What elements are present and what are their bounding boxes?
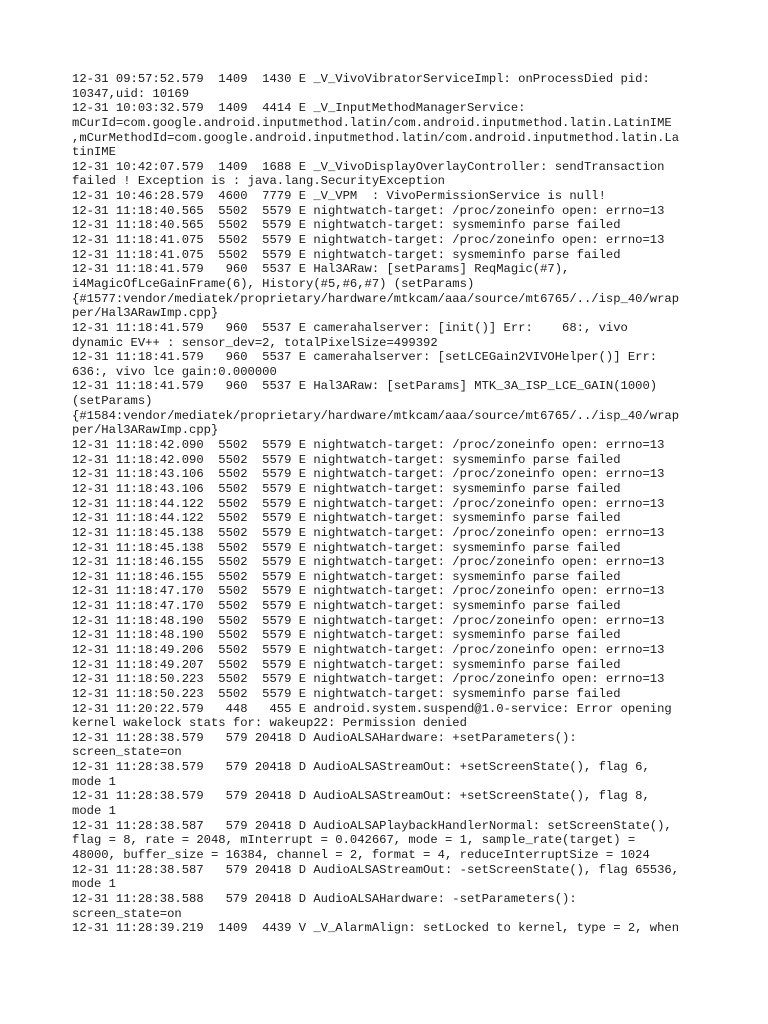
log-line: mode 1: [72, 877, 116, 892]
log-line: 12-31 11:18:45.138 5502 5579 E nightwatch-target: /proc/zoneinfo open: errno=13: [72, 525, 665, 540]
log-line: 12-31 10:46:28.579 4600 7779 E _V_VPM : VivoPermissionService is null!: [72, 189, 606, 204]
log-line: 12-31 11:18:41.579 960 5537 E camerahalserver: [setLCEGain2VIVOHelper()] Err:: [72, 350, 658, 365]
log-line: 636:, vivo lce gain:0.000000: [72, 364, 277, 379]
log-line: 12-31 11:18:48.190 5502 5579 E nightwatch-target: /proc/zoneinfo open: errno=13: [72, 613, 665, 628]
log-line: 12-31 11:28:38.587 579 20418 D AudioALSAStreamOut: -setScreenState(), flag 65536,: [72, 862, 680, 877]
log-line: 12-31 11:18:45.138 5502 5579 E nightwatch-target: sysmeminfo parse failed: [72, 540, 621, 555]
log-line: 12-31 10:42:07.579 1409 1688 E _V_VivoDisplayOverlayController: sendTransaction: [72, 159, 665, 174]
log-line: 12-31 10:03:32.579 1409 4414 E _V_InputMethodManagerService:: [72, 101, 526, 116]
log-line: kernel wakelock stats for: wakeup22: Permission denied: [72, 716, 467, 731]
log-line: ,mCurMethodId=com.google.android.inputmethod.latin/com.android.inputmethod.latin.La: [72, 130, 680, 145]
log-line: 12-31 11:18:48.190 5502 5579 E nightwatch-target: sysmeminfo parse failed: [72, 628, 621, 643]
log-line: 12-31 11:18:47.170 5502 5579 E nightwatch-target: sysmeminfo parse failed: [72, 599, 621, 614]
log-line: 12-31 11:18:41.075 5502 5579 E nightwatch-target: sysmeminfo parse failed: [72, 247, 621, 262]
log-line: 12-31 11:18:44.122 5502 5579 E nightwatch-target: sysmeminfo parse failed: [72, 511, 621, 526]
log-line: 12-31 11:18:43.106 5502 5579 E nightwatch-target: sysmeminfo parse failed: [72, 481, 621, 496]
log-text-body: [72, 72, 700, 936]
log-line: 12-31 11:18:41.579 960 5537 E camerahalserver: [init()] Err: 68:, vivo: [72, 320, 628, 335]
log-line: 12-31 11:18:41.579 960 5537 E Hal3ARaw: [setParams] MTK_3A_ISP_LCE_GAIN(1000): [72, 379, 658, 394]
log-line: 12-31 11:18:41.579 960 5537 E Hal3ARaw: [setParams] ReqMagic(#7),: [72, 262, 570, 277]
log-line: (setParams): [72, 394, 153, 409]
log-line: 12-31 11:18:50.223 5502 5579 E nightwatch-target: /proc/zoneinfo open: errno=13: [72, 672, 665, 687]
log-line: tinIME: [72, 145, 116, 160]
log-line: 12-31 11:28:38.587 579 20418 D AudioALSAPlaybackHandlerNormal: setScreenState(),: [72, 818, 672, 833]
log-line: 48000, buffer_size = 16384, channel = 2, format = 4, reduceInterruptSize = 1024: [72, 847, 650, 862]
log-line: 12-31 11:18:49.206 5502 5579 E nightwatch-target: /proc/zoneinfo open: errno=13: [72, 642, 665, 657]
log-line: 12-31 11:18:47.170 5502 5579 E nightwatch-target: /proc/zoneinfo open: errno=13: [72, 584, 665, 599]
log-line: 12-31 11:18:41.075 5502 5579 E nightwatch-target: /proc/zoneinfo open: errno=13: [72, 233, 665, 248]
log-line: 12-31 11:18:44.122 5502 5579 E nightwatch-target: /proc/zoneinfo open: errno=13: [72, 496, 665, 511]
log-line: mode 1: [72, 774, 116, 789]
log-line: screen_state=on: [72, 745, 182, 760]
log-line: 12-31 11:28:38.588 579 20418 D AudioALSAHardware: -setParameters():: [72, 891, 577, 906]
log-line: 12-31 11:18:43.106 5502 5579 E nightwatch-target: /proc/zoneinfo open: errno=13: [72, 467, 665, 482]
log-line: 12-31 11:18:40.565 5502 5579 E nightwatch-target: sysmeminfo parse failed: [72, 218, 621, 233]
log-line: flag = 8, rate = 2048, mInterrupt = 0.042667, mode = 1, sample_rate(target) =: [72, 833, 636, 848]
log-line: 12-31 11:18:40.565 5502 5579 E nightwatch-target: /proc/zoneinfo open: errno=13: [72, 203, 665, 218]
log-line: 12-31 09:57:52.579 1409 1430 E _V_VivoVibratorServiceImpl: onProcessDied pid:: [72, 72, 650, 86]
log-line: failed ! Exception is : java.lang.SecurityException: [72, 174, 445, 189]
log-line: dynamic EV++ : sensor_dev=2, totalPixelSize=499392: [72, 335, 438, 350]
log-line: screen_state=on: [72, 906, 182, 921]
log-line: 12-31 11:28:38.579 579 20418 D AudioALSAHardware: +setParameters():: [72, 730, 577, 745]
log-line: 12-31 11:18:42.090 5502 5579 E nightwatch-target: /proc/zoneinfo open: errno=13: [72, 438, 665, 453]
log-line: i4MagicOfLceGainFrame(6), History(#5,#6,#7) (setParams): [72, 276, 475, 291]
log-line: mCurId=com.google.android.inputmethod.latin/com.android.inputmethod.latin.LatinIME: [72, 115, 672, 130]
log-line: 12-31 11:20:22.579 448 455 E android.system.suspend@1.0-service: Error opening: [72, 701, 672, 716]
log-line: 12-31 11:18:49.207 5502 5579 E nightwatch-target: sysmeminfo parse failed: [72, 657, 621, 672]
log-line: 10347,uid: 10169: [72, 86, 190, 101]
log-line: mode 1: [72, 804, 116, 819]
log-line: 12-31 11:28:39.219 1409 4439 V _V_AlarmAlign: setLocked to kernel, type = 2, when: [72, 921, 680, 936]
log-line: 12-31 11:28:38.579 579 20418 D AudioALSAStreamOut: +setScreenState(), flag 8,: [72, 789, 650, 804]
log-line: 12-31 11:18:50.223 5502 5579 E nightwatch-target: sysmeminfo parse failed: [72, 686, 621, 701]
log-line: 12-31 11:18:42.090 5502 5579 E nightwatch-target: sysmeminfo parse failed: [72, 452, 621, 467]
log-line: 12-31 11:18:46.155 5502 5579 E nightwatch-target: sysmeminfo parse failed: [72, 569, 621, 584]
log-line: 12-31 11:18:46.155 5502 5579 E nightwatch-target: /proc/zoneinfo open: errno=13: [72, 555, 665, 570]
log-line: per/Hal3ARawImp.cpp}: [72, 423, 219, 438]
log-line: {#1577:vendor/mediatek/proprietary/hardware/mtkcam/aaa/source/mt6765/../isp_40/wrap: [72, 291, 680, 306]
log-line: per/Hal3ARawImp.cpp}: [72, 306, 219, 321]
log-line: 12-31 11:28:38.579 579 20418 D AudioALSAStreamOut: +setScreenState(), flag 6,: [72, 760, 650, 775]
log-line: {#1584:vendor/mediatek/proprietary/hardware/mtkcam/aaa/source/mt6765/../isp_40/wrap: [72, 408, 680, 423]
